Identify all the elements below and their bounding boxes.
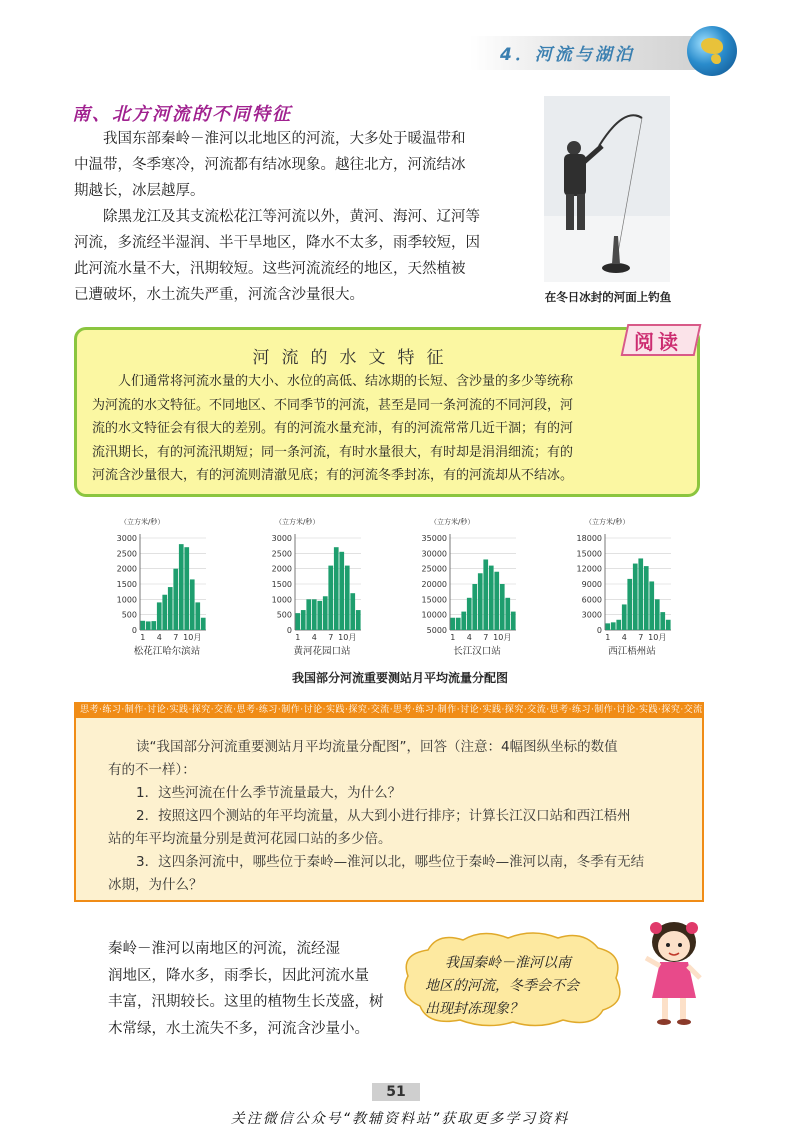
chart-unit-label: （立方米/秒） <box>585 518 630 526</box>
flow-bar <box>323 596 328 630</box>
exercise-strip: 思考·练习·制作·讨论·实践·探究·交流·思考·练习·制作·讨论·实践·探究·交流·思考·练习·制作·讨论·实践·探究·交流·思考·练习·制作·讨论·实践·探究·交流 <box>74 702 704 718</box>
flow-bar <box>511 612 516 630</box>
paragraph-south: 秦岭－淮河以南地区的河流，流经湿 润地区，降水多，雨季长，因此河流水量 丰富，汛期较长。这里的植物生长茂盛，树 木常绿，水土流失不多，河流含沙量小。 <box>108 941 384 1037</box>
flow-bar <box>179 544 184 630</box>
bubble-text: 我国秦岭－淮河以南 地区的河流，冬季会不会 出现封冻现象？ <box>425 955 579 1017</box>
y-tick-label: 6000 <box>581 595 602 605</box>
footer-note: 关注微信公众号“教辅资料站”获取更多学习资料 <box>230 1111 570 1127</box>
flow-bar <box>345 566 350 630</box>
flow-bar <box>201 618 206 630</box>
flow-bar <box>666 620 671 630</box>
y-tick-label: 18000 <box>576 534 602 543</box>
flow-bar <box>644 566 649 630</box>
section-title: 南、北方河流的不同特征 <box>72 104 292 125</box>
y-tick-label: 2000 <box>116 564 137 574</box>
paragraph-north: 我国东部秦岭－淮河以北地区的河流，大多处于暖温带和 中温带，冬季寒冷，河流都有结冰现象。越往北方，河流结冰 期越长，冰层越厚。 除黑龙江及其支流松花江等河流以外，黄河、海河、辽河等 河流，多流经半湿润、半干旱地区，降水不太多，雨季较短，因 此河流水量不大，汛期较短。这些河流流经的地区，天然植被 已遭破坏，水土流失严重，河流含沙量很大。 <box>74 131 480 303</box>
photo-caption: 在冬日冰封的河面上钓鱼 <box>544 290 672 304</box>
flow-bar <box>483 559 488 630</box>
y-tick-label: 2000 <box>271 564 292 574</box>
flow-bar <box>140 621 145 630</box>
flow-bar <box>317 601 322 630</box>
flow-bar <box>461 612 466 630</box>
exercise-q2-cont: 站的年平均流量分别是黄河花园口站的多少倍。 <box>108 831 392 847</box>
x-tick-label: 10月 <box>648 633 667 642</box>
flow-bar <box>295 613 300 630</box>
reading-badge: 阅读 <box>620 318 702 358</box>
flow-bar <box>146 621 151 630</box>
y-tick-label: 0 <box>131 626 137 635</box>
chart-unit-label: （立方米/秒） <box>275 518 320 526</box>
flow-bar <box>649 581 654 630</box>
x-tick-label: 1 <box>450 633 456 642</box>
flow-bar <box>622 604 627 630</box>
y-tick-label: 0 <box>596 626 602 635</box>
x-tick-label: 10月 <box>493 633 512 642</box>
y-tick-label: 10000 <box>421 610 447 620</box>
y-tick-label: 3000 <box>116 534 137 543</box>
flow-bar <box>306 599 311 630</box>
y-tick-label: 500 <box>121 610 137 620</box>
flow-bar <box>312 599 317 630</box>
flow-bar <box>505 598 510 630</box>
x-tick-label: 10月 <box>183 633 202 642</box>
y-tick-label: 20000 <box>421 580 447 589</box>
flow-bar <box>467 598 472 630</box>
y-tick-label: 9000 <box>581 580 602 589</box>
y-tick-label: 1000 <box>116 595 137 605</box>
x-tick-label: 4 <box>156 633 162 642</box>
x-tick-label: 7 <box>173 633 179 642</box>
girl-cartoon <box>634 918 714 1030</box>
chart-unit-label: （立方米/秒） <box>120 518 165 526</box>
x-tick-label: 7 <box>638 633 644 642</box>
x-tick-label: 4 <box>311 633 317 642</box>
exercise-q2: 2．按照这四个测站的年平均流量，从大到小进行排序；计算长江汉口站和西江梧州 <box>136 808 631 824</box>
x-tick-label: 4 <box>621 633 627 642</box>
flow-bar <box>605 623 610 630</box>
exercise-q3-cont: 冰期，为什么？ <box>108 877 203 893</box>
exercise-intro: 读“我国部分河流重要测站月平均流量分配图”，回答（注意：4幅图纵坐标的数值 <box>136 739 618 755</box>
flow-bar <box>184 547 189 630</box>
chapter-title: 4．河流与湖泊 <box>500 45 635 65</box>
flow-bar <box>450 618 455 630</box>
flow-bar <box>500 584 505 630</box>
y-tick-label: 0 <box>286 626 292 635</box>
flow-bar <box>611 622 616 630</box>
globe-icon <box>687 26 737 76</box>
flow-bar <box>168 587 173 630</box>
flow-bar <box>660 612 665 630</box>
y-tick-label: 35000 <box>421 534 447 543</box>
y-tick-label: 12000 <box>576 564 602 574</box>
y-tick-label: 500 <box>276 610 292 620</box>
reading-title: 河流的水文特征 <box>252 348 456 368</box>
chart-station-title: 长江汉口站 <box>453 646 501 657</box>
flow-bar <box>334 547 339 630</box>
y-tick-label: 1500 <box>116 580 137 589</box>
y-tick-label: 2500 <box>116 549 137 559</box>
flow-bar <box>456 618 461 630</box>
flow-bar <box>195 602 200 630</box>
flow-bar <box>350 593 355 630</box>
chart-station-title: 西江梧州站 <box>608 646 656 657</box>
y-tick-label: 1500 <box>271 580 292 589</box>
page-number: 51 <box>372 1083 420 1101</box>
ice-fishing-photo <box>544 96 670 282</box>
flow-bar <box>638 558 643 630</box>
y-tick-label: 5000 <box>426 626 447 635</box>
reading-text: 人们通常将河流水量的大小、水位的高低、结冰期的长短、含沙量的多少等统称 为河流的水文特征。不同地区、不同季节的河流，甚至是同一条河流的不同河段，河 流的水文特征会有很大的差别。有的河流水量充沛，有的河流常常几近干涸；有的河 流汛期长，有的河流汛期短；同一条河流，有时水量很大，有时却是涓涓细流；有的 河流含沙量很大，有的河流则清澈见底；有的河流冬季封冻，有的河流却从不结冰。 <box>92 374 574 483</box>
y-tick-label: 30000 <box>421 549 447 559</box>
flow-charts <box>90 510 710 660</box>
exercise-q3: 3．这四条河流中，哪些位于秦岭—淮河以北，哪些位于秦岭—淮河以南，冬季有无结 <box>136 854 645 870</box>
exercise-intro-cont: 有的不一样）： <box>108 762 196 778</box>
flow-bar <box>627 579 632 630</box>
x-tick-label: 1 <box>295 633 301 642</box>
x-tick-label: 1 <box>140 633 146 642</box>
chart-unit-label: （立方米/秒） <box>430 518 475 526</box>
flow-bar <box>489 566 494 630</box>
flow-bar <box>472 584 477 630</box>
flow-bar <box>633 564 638 630</box>
flow-bar <box>328 566 333 630</box>
exercise-q1: 1．这些河流在什么季节流量最大，为什么？ <box>136 785 402 801</box>
y-tick-label: 25000 <box>421 564 447 574</box>
flow-bar <box>173 569 178 630</box>
flow-bar <box>190 579 195 630</box>
flow-bar <box>162 595 167 630</box>
x-tick-label: 4 <box>466 633 472 642</box>
chart-station-title: 松花江哈尔滨站 <box>133 646 201 657</box>
chart-caption: 我国部分河流重要测站月平均流量分配图 <box>291 671 508 685</box>
flow-bar <box>151 621 156 630</box>
flow-bar <box>339 552 344 630</box>
x-tick-label: 10月 <box>338 633 357 642</box>
flow-bar <box>157 602 162 630</box>
flow-bar <box>616 620 621 630</box>
flow-bar <box>478 573 483 630</box>
flow-bar <box>655 599 660 630</box>
flow-bar <box>356 610 361 630</box>
chart-station-title: 黄河花园口站 <box>293 646 351 657</box>
x-tick-label: 1 <box>605 633 611 642</box>
flow-bar <box>494 572 499 630</box>
x-tick-label: 7 <box>328 633 334 642</box>
y-tick-label: 15000 <box>421 595 447 605</box>
y-tick-label: 3000 <box>271 534 292 543</box>
y-tick-label: 2500 <box>271 549 292 559</box>
x-tick-label: 7 <box>483 633 489 642</box>
y-tick-label: 15000 <box>576 549 602 559</box>
y-tick-label: 1000 <box>271 595 292 605</box>
y-tick-label: 3000 <box>581 610 602 620</box>
flow-bar <box>301 610 306 630</box>
